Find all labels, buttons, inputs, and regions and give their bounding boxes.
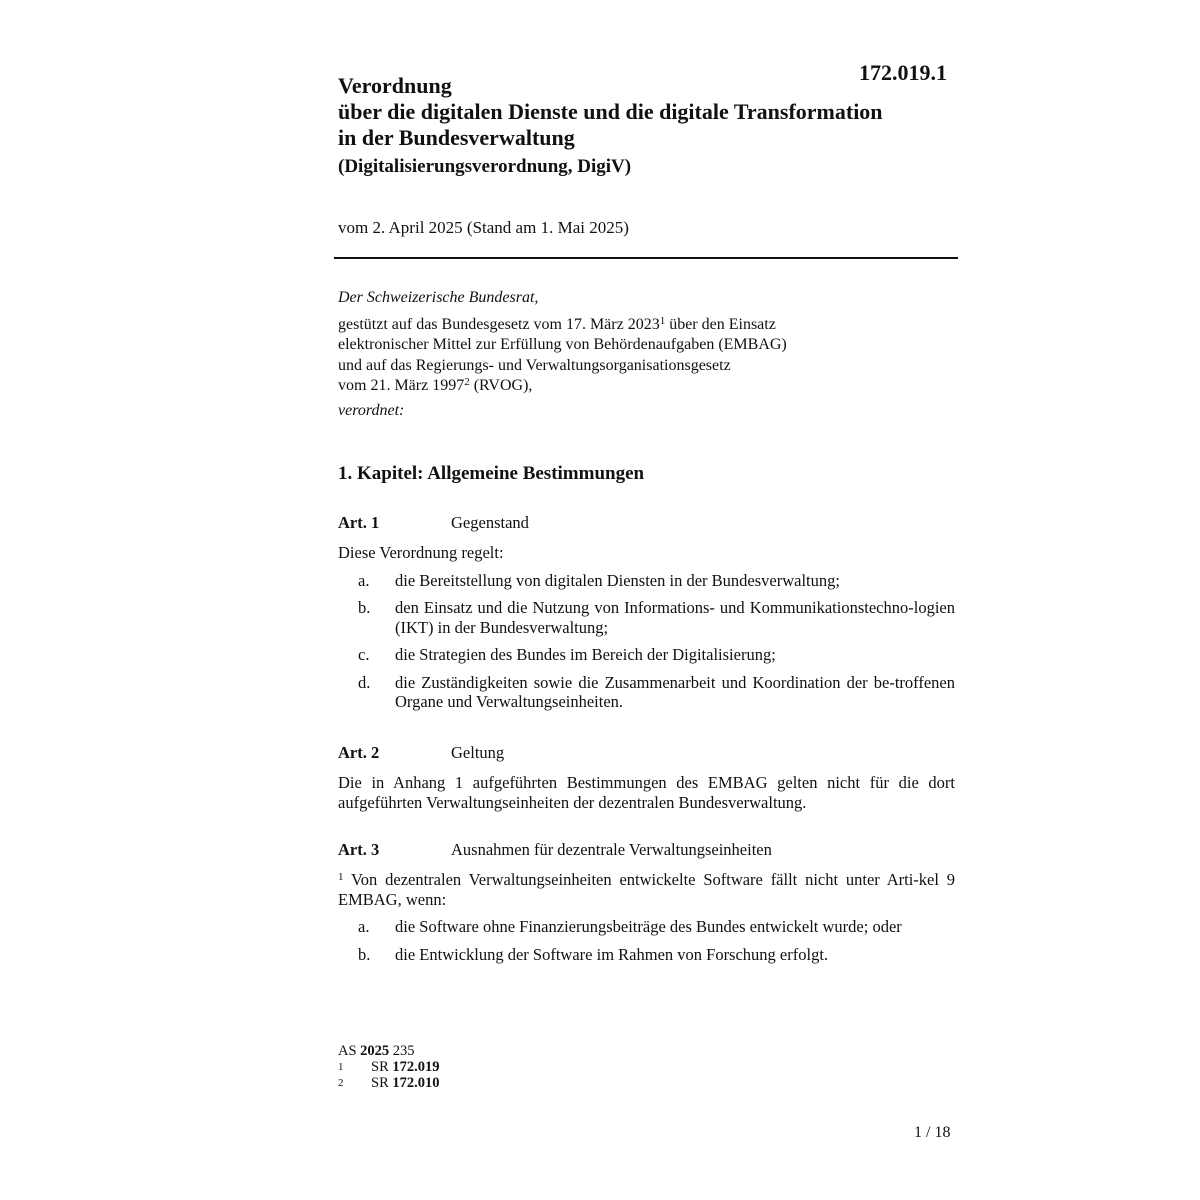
article-title: Geltung [451,743,505,762]
footnote-number: 1 [338,1061,344,1073]
footnote-text: SR 172.010 [371,1075,440,1091]
list-letter: c. [358,645,370,664]
list-letter: a. [358,917,370,936]
legal-basis-line: gestützt auf das Bundesgesetz vom 17. März 2023$^1$ über den Einsatz [338,314,776,333]
footnotes [338,1043,440,1091]
list-letter: b. [358,598,371,617]
article-paragraph: $^1$ Von dezentralen Verwaltungseinheiten entwickelte Software fällt nicht unter Arti-kel 9 EMBAG, wenn: [338,870,955,909]
list-text: die Software ohne Finanzierungsbeiträge des Bundes entwickelt wurde; oder [395,917,902,936]
page-number: 1 / 18 [914,1124,951,1141]
footnote [338,1059,440,1075]
list-item [338,645,955,665]
list-text: die Entwicklung der Software im Rahmen von Forschung erfolgt. [395,944,829,964]
list-text: den Einsatz und die Nutzung von Informations- und Kommunikationstechno-logien (IKT) in der Bundesverwaltung; [395,598,955,637]
article-title: Gegenstand [451,513,529,532]
issuer: Der Schweizerische Bundesrat, [338,289,539,306]
footnote-text: SR 172.019 [371,1059,440,1075]
decree-word: verordnet: [338,401,405,419]
article-heading [338,743,955,765]
legal-basis-line: und auf das Regierungs- und Verwaltungsorganisationsgesetz [338,356,731,374]
footnote-ref[interactable]: 1 [659,314,666,327]
list-item [338,598,955,637]
list-item [338,571,955,591]
article-intro: Diese Verordnung regelt: [338,543,504,562]
list-item [338,673,955,712]
article-1 [338,513,955,712]
article-title: Ausnahmen für dezentrale Verwaltungseinheiten [451,840,772,859]
legal-basis-line: elektronischer Mittel zur Erfüllung von Behördenaufgaben (EMBAG) [338,336,787,353]
sr-number: 172.019.1 [859,60,947,85]
article-heading [338,840,955,862]
list-text: die Bereitstellung von digitalen Diensten in der Bundesverwaltung; [395,570,840,590]
subtitle: (Digitalisierungsverordnung, DigiV) [338,156,632,177]
chapter-heading: 1. Kapitel: Allgemeine Bestimmungen [338,463,645,484]
title-divider [334,257,958,259]
footnote-number: 2 [338,1077,344,1089]
list-letter: b. [358,944,371,964]
list-item [338,945,955,965]
legal-basis-line: vom 21. März 1997$^2$ (RVOG), [338,376,533,394]
preamble [338,288,958,421]
article-number: Art. 2 [338,743,380,762]
list-text: die Zuständigkeiten sowie die Zusammenarbeit und Koordination der be-troffenen Organe und Verwaltungseinheiten. [395,672,955,711]
article-body: Die in Anhang 1 aufgeführten Bestimmungen des EMBAG gelten nicht für die dort aufgeführten Verwaltungseinheiten der dezentralen Bundesverwaltung. [338,773,955,812]
article-2 [338,743,955,812]
article-number: Art. 1 [338,513,380,532]
paragraph-number: 1 [338,871,344,883]
date-line: vom 2. April 2025 (Stand am 1. Mai 2025) [338,218,629,237]
list-text: die Strategien des Bundes im Bereich der Digitalisierung; [395,645,776,664]
sr-link[interactable]: 172.019 [392,1059,440,1075]
as-reference: AS 2025 235 [338,1043,415,1059]
title-block [338,73,978,178]
title-line: über die digitalen Dienste und die digitale Transformation [338,99,883,124]
sr-link[interactable]: 172.010 [392,1075,440,1091]
article-heading [338,513,955,535]
footnote-ref[interactable]: 2 [464,376,470,388]
list-item [338,917,955,937]
title-line: in der Bundesverwaltung [338,125,575,150]
list-letter: a. [358,570,370,590]
title-line: Verordnung [338,73,452,98]
article-3 [338,840,955,964]
list-letter: d. [358,672,371,692]
footnote [338,1075,440,1091]
article-number: Art. 3 [338,840,380,859]
